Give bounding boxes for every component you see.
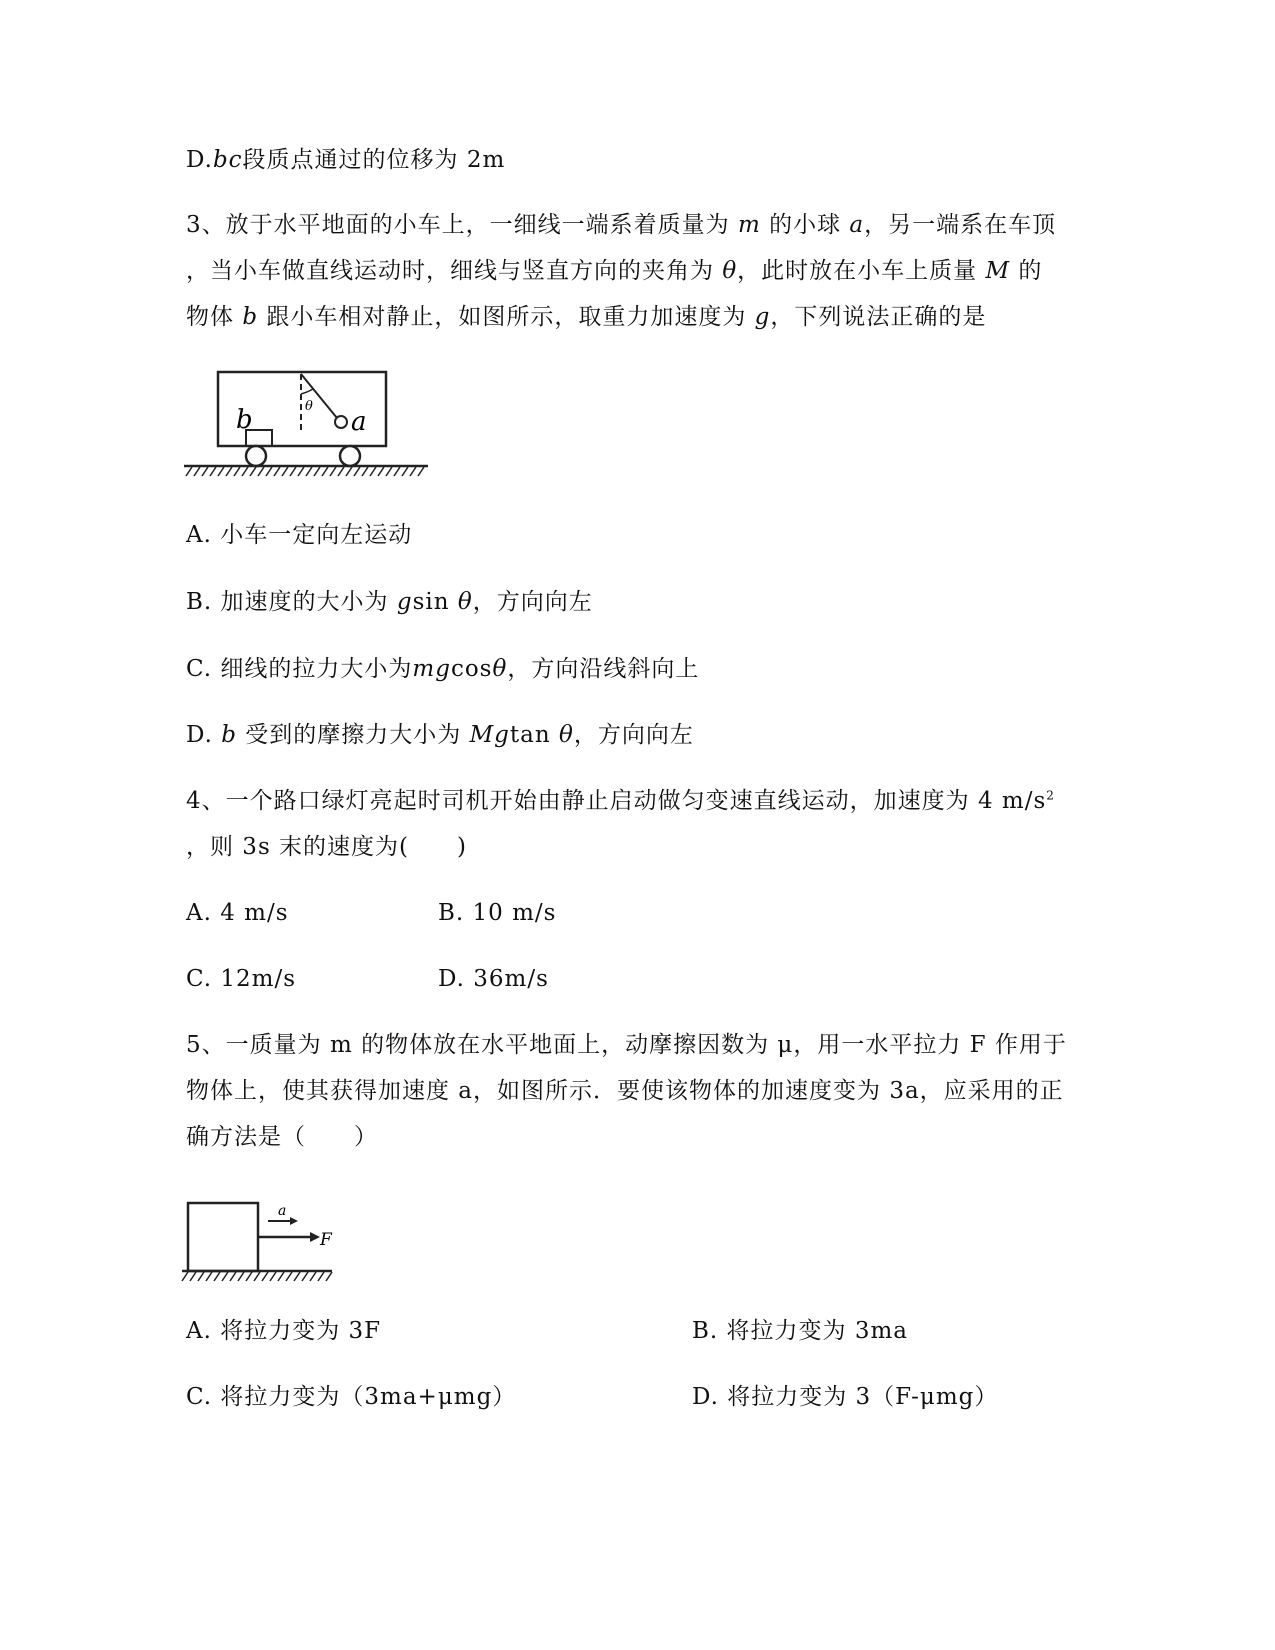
label-a: a xyxy=(278,1203,287,1219)
q5-block-figure xyxy=(180,1195,350,1290)
q3-stem-line1: 3、放于水平地面的小车上，一细线一端系着质量为 m 的小球 a，另一端系在车顶 xyxy=(186,212,1057,238)
q4-stem-line2: ，则 3s 末的速度为( ) xyxy=(186,834,468,860)
q4-stem-line1: 4、一个路口绿灯亮起时司机开始由静止启动做匀变速直线运动，加速度为 4 $m/s^2$ xyxy=(186,788,1055,814)
theta-arc xyxy=(301,389,313,394)
q5-option-b: B. 将拉力变为 3ma xyxy=(692,1318,908,1344)
q5-stem-line3: 确方法是（ ） xyxy=(186,1124,378,1150)
q3-option-c: C. 细线的拉力大小为mgcosθ，方向沿线斜向上 xyxy=(186,656,700,682)
ground-hatch xyxy=(186,467,424,476)
q3-option-a: A. 小车一定向左运动 xyxy=(186,522,413,548)
wheel-left xyxy=(246,446,266,466)
q3-option-d: D. b 受到的摩擦力大小为 Mgtan θ，方向向左 xyxy=(186,722,694,748)
ball-a xyxy=(335,416,347,428)
label-F: F xyxy=(320,1230,332,1250)
q4-option-b: B. 10 m/s xyxy=(438,900,557,926)
q5-option-d: D. 将拉力变为 3（F-μmg） xyxy=(692,1384,999,1410)
theta-label: θ xyxy=(305,399,313,414)
q4-option-a: A. 4 m/s xyxy=(186,900,289,926)
q3-option-b: B. 加速度的大小为 gsin θ，方向向左 xyxy=(186,589,593,615)
q3-stem-line2: ，当小车做直线运动时，细线与竖直方向的夹角为 θ，此时放在小车上质量 M 的 xyxy=(186,258,1043,284)
q5-stem-line1: 5、一质量为 m 的物体放在水平地面上，动摩擦因数为 μ，用一水平拉力 F 作用于 xyxy=(186,1032,1067,1058)
q3-stem-line3: 物体 b 跟小车相对静止，如图所示，取重力加速度为 g，下列说法正确的是 xyxy=(186,304,987,330)
q4-option-d: D. 36m/s xyxy=(438,966,549,992)
accel-arrowhead xyxy=(290,1217,298,1225)
q5-stem-line2: 物体上，使其获得加速度 a，如图所示．要使该物体的加速度变为 3a，应采用的正 xyxy=(186,1078,1064,1104)
label-b: b xyxy=(236,405,253,435)
q4-option-c: C. 12m/s xyxy=(186,966,297,992)
q5-option-c: C. 将拉力变为（3ma+μmg） xyxy=(186,1384,517,1410)
force-arrowhead xyxy=(310,1232,320,1242)
label-a: a xyxy=(351,407,367,437)
q5-option-a: A. 将拉力变为 3F xyxy=(186,1318,382,1344)
q2-option-d: D.bc段质点通过的位移为 2m xyxy=(186,147,506,173)
q3-cart-figure xyxy=(180,360,440,490)
wheel-right xyxy=(340,446,360,466)
ground-hatch xyxy=(182,1272,332,1281)
block xyxy=(188,1203,258,1271)
